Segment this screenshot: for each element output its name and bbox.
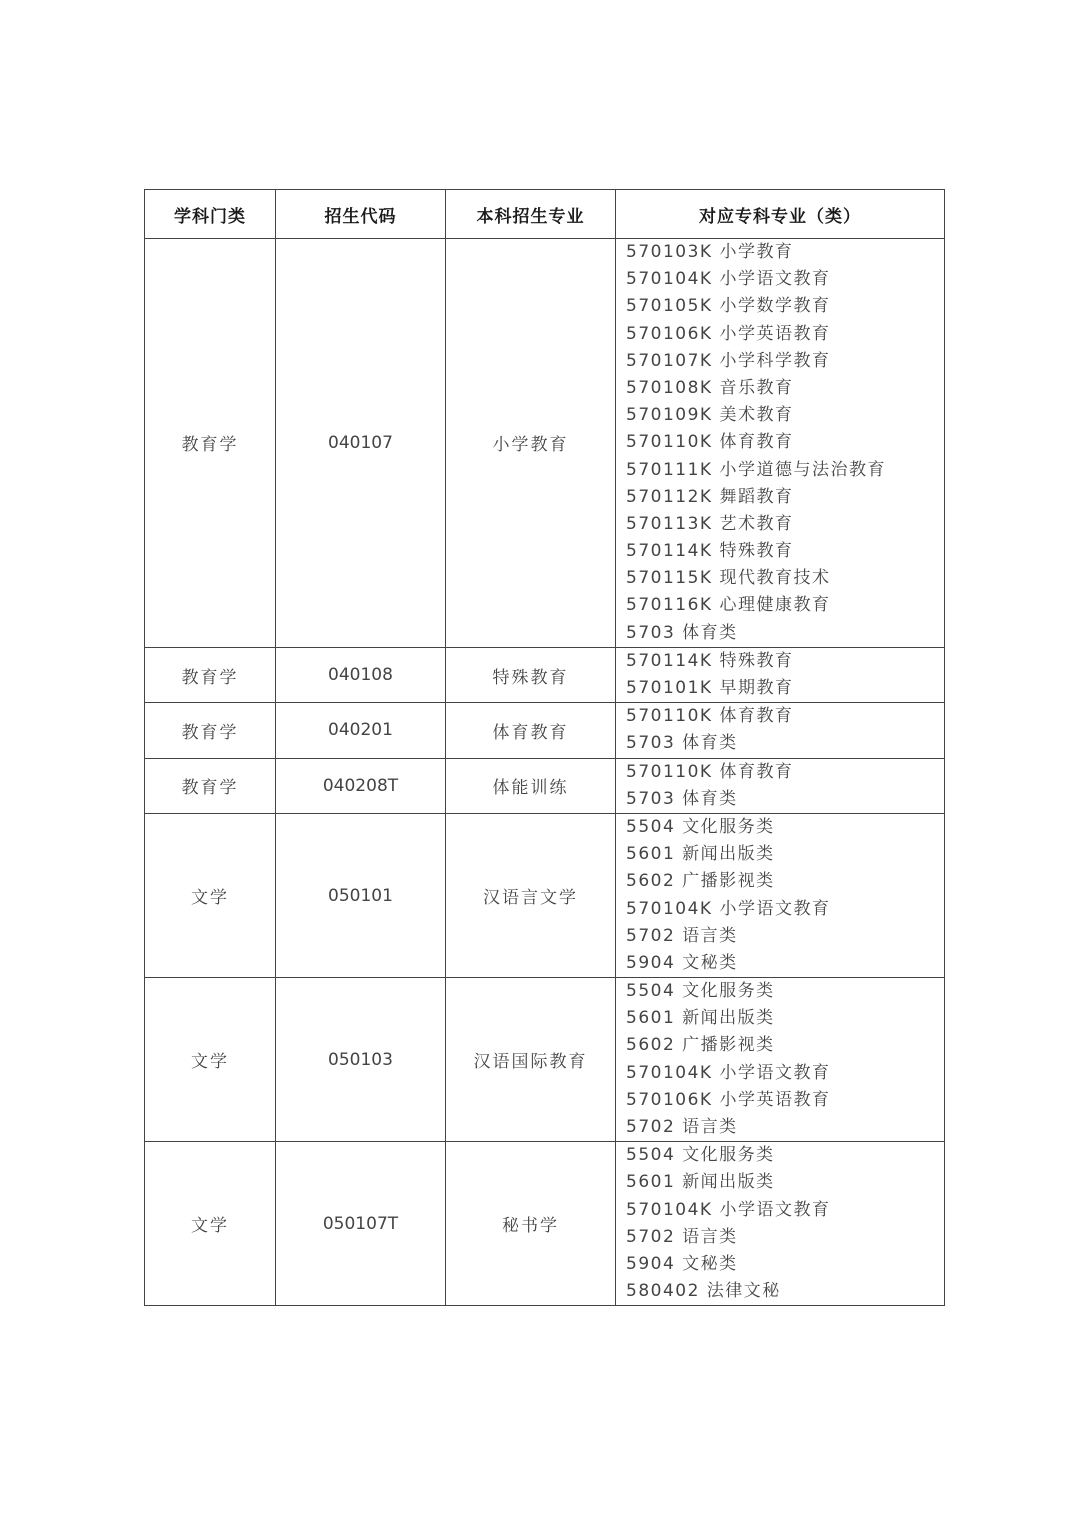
cell-related-majors [616, 1142, 945, 1306]
related-major-item: 570113K 艺术教育 [626, 513, 794, 534]
related-major-item: 5602 广播影视类 [626, 871, 775, 892]
cell-category: 教育学 [145, 239, 276, 648]
cell-related-majors [616, 703, 945, 758]
cell-major: 汉语言文学 [446, 813, 616, 977]
related-major-item: 570112K 舞蹈教育 [626, 486, 794, 507]
cell-related-majors [616, 978, 945, 1142]
related-major-item: 5602 广播影视类 [626, 1035, 775, 1056]
related-major-item: 570106K 小学英语教育 [626, 323, 831, 344]
table-body [145, 239, 945, 1306]
table-row [145, 978, 945, 1142]
related-major-item: 570104K 小学语文教育 [626, 1062, 831, 1083]
cell-major: 秘书学 [446, 1142, 616, 1306]
related-major-item: 570104K 小学语文教育 [626, 898, 831, 919]
related-major-item: 570116K 心理健康教育 [626, 595, 831, 616]
related-major-item: 570106K 小学英语教育 [626, 1089, 831, 1110]
cell-category: 文学 [145, 1142, 276, 1306]
related-major-item: 570114K 特殊教育 [626, 650, 794, 671]
related-major-item: 5504 文化服务类 [626, 1145, 775, 1166]
cell-category: 教育学 [145, 647, 276, 702]
cell-major: 汉语国际教育 [446, 978, 616, 1142]
related-major-item: 5601 新闻出版类 [626, 1172, 775, 1193]
related-major-item: 5703 体育类 [626, 733, 738, 754]
table-row [145, 239, 945, 648]
related-major-item: 570107K 小学科学教育 [626, 350, 831, 371]
cell-code: 050103 [276, 978, 446, 1142]
table-row [145, 647, 945, 702]
cell-related-majors [616, 813, 945, 977]
related-major-item: 5702 语言类 [626, 1226, 738, 1247]
related-major-item: 570103K 小学教育 [626, 242, 794, 262]
related-major-item: 570108K 音乐教育 [626, 377, 794, 398]
cell-major: 小学教育 [446, 239, 616, 648]
table-row [145, 1142, 945, 1306]
cell-code: 040107 [276, 239, 446, 648]
related-major-item: 570104K 小学语文教育 [626, 269, 831, 290]
cell-related-majors [616, 758, 945, 813]
related-major-item: 570110K 体育教育 [626, 706, 794, 727]
related-major-item: 5904 文秘类 [626, 1253, 738, 1274]
related-major-item: 570110K 体育教育 [626, 432, 794, 453]
cell-category: 教育学 [145, 758, 276, 813]
related-major-item: 5904 文秘类 [626, 952, 738, 973]
cell-related-majors [616, 239, 945, 648]
table-row [145, 703, 945, 758]
major-mapping-table [144, 189, 945, 1306]
related-major-item: 570110K 体育教育 [626, 761, 794, 782]
header-row [145, 190, 945, 239]
related-major-item: 570104K 小学语文教育 [626, 1199, 831, 1220]
table-row [145, 758, 945, 813]
header-category: 学科门类 [145, 190, 276, 239]
related-major-item: 5703 体育类 [626, 788, 738, 809]
cell-related-majors [616, 647, 945, 702]
header-code: 招生代码 [276, 190, 446, 239]
related-major-item: 5702 语言类 [626, 925, 738, 946]
table-header [145, 190, 945, 239]
related-major-item: 570114K 特殊教育 [626, 541, 794, 562]
cell-code: 050107T [276, 1142, 446, 1306]
cell-category: 文学 [145, 813, 276, 977]
table-row [145, 813, 945, 977]
related-major-item: 570101K 早期教育 [626, 678, 794, 698]
related-major-item: 570105K 小学数学教育 [626, 296, 831, 317]
related-major-item: 5703 体育类 [626, 622, 738, 643]
cell-code: 040201 [276, 703, 446, 758]
cell-code: 040108 [276, 647, 446, 702]
related-major-item: 5601 新闻出版类 [626, 1008, 775, 1029]
related-major-item: 5601 新闻出版类 [626, 844, 775, 865]
related-major-item: 5504 文化服务类 [626, 981, 775, 1002]
cell-code: 040208T [276, 758, 446, 813]
cell-major: 特殊教育 [446, 647, 616, 702]
cell-category: 教育学 [145, 703, 276, 758]
cell-category: 文学 [145, 978, 276, 1142]
related-major-item: 570111K 小学道德与法治教育 [626, 459, 886, 480]
header-major: 本科招生专业 [446, 190, 616, 239]
related-major-item: 5504 文化服务类 [626, 816, 775, 837]
cell-major: 体能训练 [446, 758, 616, 813]
cell-code: 050101 [276, 813, 446, 977]
related-major-item: 580402 法律文秘 [626, 1281, 781, 1302]
cell-major: 体育教育 [446, 703, 616, 758]
related-major-item: 5702 语言类 [626, 1117, 738, 1137]
header-related-majors: 对应专科专业（类） [616, 190, 945, 239]
related-major-item: 570109K 美术教育 [626, 405, 794, 426]
related-major-item: 570115K 现代教育技术 [626, 568, 831, 589]
